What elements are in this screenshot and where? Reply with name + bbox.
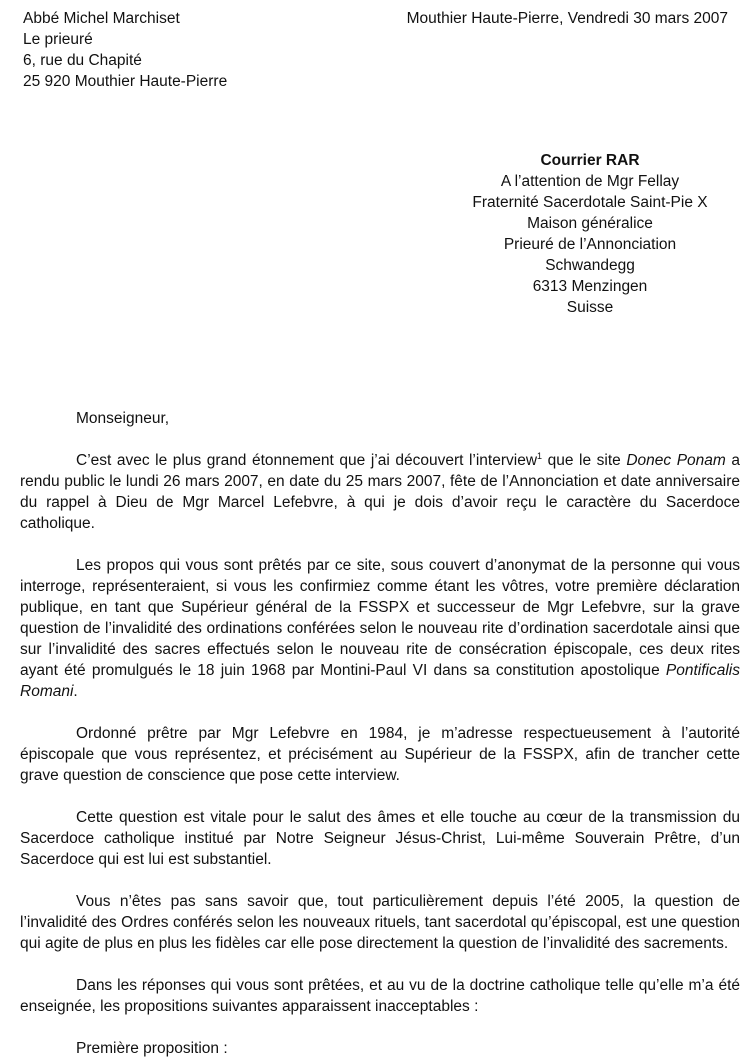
recipient-line: Schwandegg bbox=[545, 257, 635, 274]
paragraph-text: C’est avec le plus grand étonnement que j’ai découvert l’interview bbox=[76, 452, 538, 469]
sender-name: Abbé Michel Marchiset bbox=[23, 10, 180, 27]
letter-date: Mouthier Haute-Pierre, Vendredi 30 mars 2007 bbox=[406, 10, 728, 27]
paragraph-5: Vous n’êtes pas sans savoir que, tout particulièrement depuis l’été 2005, la question de l’invalidité des Ordres conférés selon les nouveaux rituels, tant sacerdotal qu’épiscopal, est une question qui agite de plus en plus les fidèles car elle pose directement la question de l’invalidité des sacrements. bbox=[20, 893, 740, 952]
paragraph-3: Ordonné prêtre par Mgr Lefebvre en 1984, je m’adresse respectueusement à l’autorité épiscopale que vous représentez, et précisément au Supérieur de la FSSPX, afin de trancher cette grave question de conscience que pose cette interview. bbox=[20, 725, 740, 784]
paragraph-2 bbox=[20, 555, 740, 702]
recipient-line: 6313 Menzingen bbox=[532, 278, 648, 295]
footnote-ref: 1 bbox=[537, 450, 543, 461]
mail-type: Courrier RAR bbox=[540, 152, 640, 169]
recipient-line: Fraternité Sacerdotale Saint-Pie X bbox=[472, 194, 708, 211]
paragraph-1 bbox=[20, 450, 740, 534]
paragraph-text: . bbox=[73, 683, 78, 700]
recipient-country: Suisse bbox=[566, 299, 614, 316]
sender-city: 25 920 Mouthier Haute-Pierre bbox=[23, 73, 228, 90]
paragraph-text: a rendu public le lundi 26 mars 2007, en date du 25 mars 2007, fête de l’Annonciation et date anniversaire du rappel à Dieu de Mgr Marcel Lefebvre, à qui je dois d’avoir reçu le caractère du Sacerdoce catholique. bbox=[20, 452, 740, 532]
paragraph-6: Dans les réponses qui vous sont prêtées, et au vu de la doctrine catholique telle qu’elle m’a été enseignée, les propositions suivantes apparaissent inacceptables : bbox=[20, 977, 740, 1015]
sender-line: Le prieuré bbox=[23, 31, 93, 48]
recipient-line: Maison généralice bbox=[527, 215, 653, 232]
letter-body bbox=[20, 408, 740, 1059]
recipient-line: A l’attention de Mgr Fellay bbox=[500, 173, 680, 190]
recipient-line: Prieuré de l’Annonciation bbox=[503, 236, 677, 253]
paragraph-text: que le site bbox=[542, 452, 627, 469]
salutation: Monseigneur, bbox=[76, 410, 170, 427]
site-name: Donec Ponam bbox=[626, 452, 726, 469]
sender-address bbox=[23, 8, 227, 92]
recipient-address bbox=[440, 150, 740, 318]
sender-street: 6, rue du Chapité bbox=[23, 52, 142, 69]
document-title: Pontificalis Romani bbox=[20, 662, 740, 700]
proposition-heading: Première proposition : bbox=[76, 1040, 228, 1057]
paragraph-4: Cette question est vitale pour le salut des âmes et elle touche au cœur de la transmission du Sacerdoce catholique institué par Notre Seigneur Jésus-Christ, Lui-même Souverain Prêtre, d’un Sacerdoce qui est lui est substantiel. bbox=[20, 809, 740, 868]
paragraph-text: Les propos qui vous sont prêtés par ce site, sous couvert d’anonymat de la personne qui vous interroge, représenteraient, si vous les confirmiez comme étant les vôtres, votre première déclaration publique, en tant que Supérieur général de la FSSPX et successeur de Mgr Lefebvre, sur la grave question de l’invalidité des ordinations conférées selon le nouveau rite d’ordination sacerdotale ainsi que sur l’invalidité des sacres effectués selon le nouveau rite de consécration épiscopale, ces deux rites ayant été promulgués le 18 juin 1968 par Montini-Paul VI dans sa constitution apostolique bbox=[20, 557, 740, 679]
